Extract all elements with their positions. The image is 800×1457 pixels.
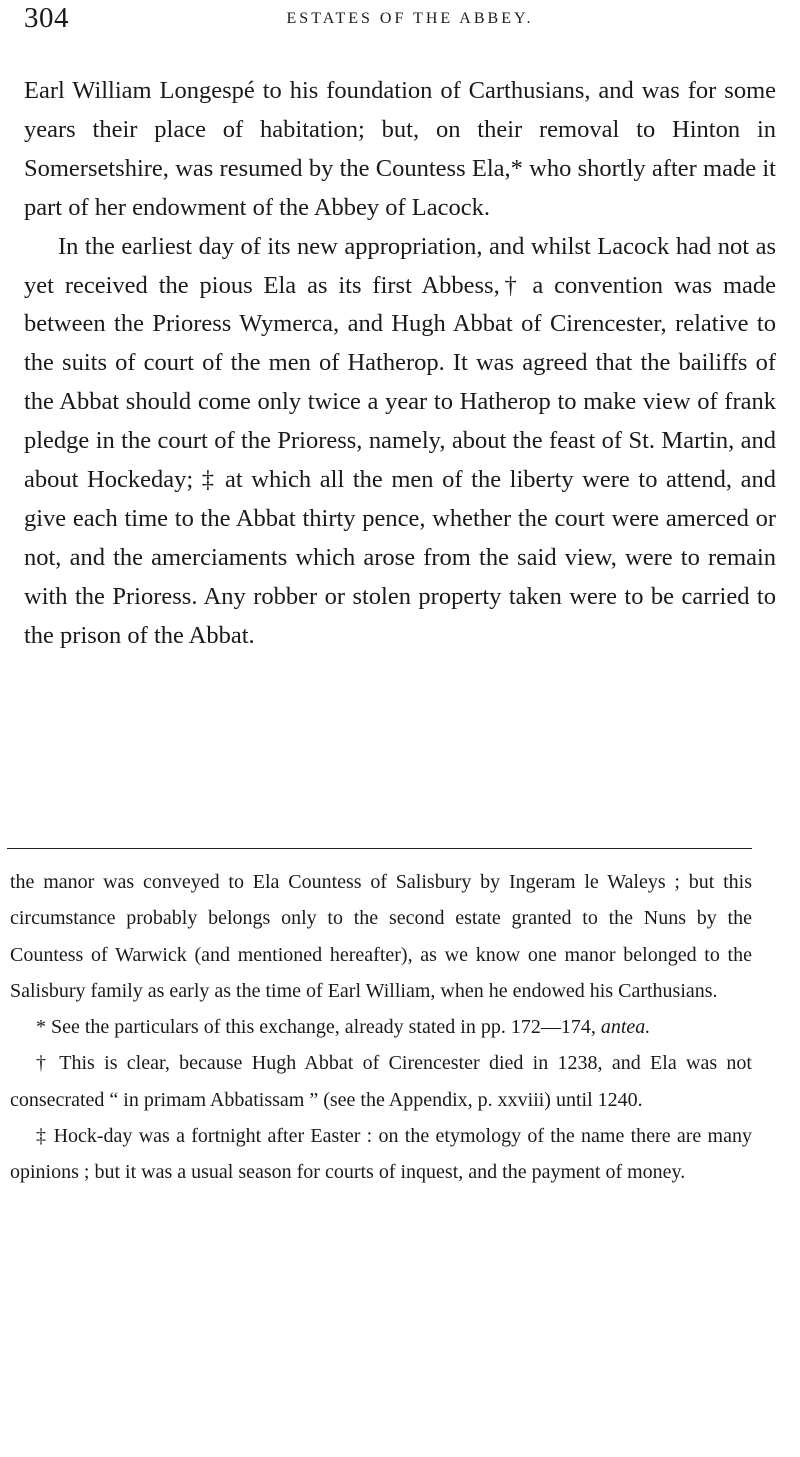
footnote-star-italic: antea. <box>600 1016 651 1039</box>
footnote-double-dagger: ‡ Hock-day was a fortnight after Easter : on the etymology of the name there are many opinions ; but it was a usual season for courts of inquest, and the payment of money. <box>10 1125 752 1184</box>
running-head <box>24 0 776 42</box>
body-text <box>24 72 776 656</box>
body-paragraph-1: Earl William Longespé to his foundation of Carthusians, and was for some years their place of habitation; but, on their removal to Hinton in Somersetshire, was resumed by the Countess Ela,* who shortly after made it part of her endowment of the Abbey of Lacock. <box>24 77 776 221</box>
book-page <box>24 0 776 656</box>
body-paragraph-2: In the earliest day of its new appropriation, and whilst Lacock had not as yet received the pious Ela as its first Abbess,† a convention was made between the Prioress Wymerca, and Hugh Abbat of Cirencester, relative to the suits of court of the men of Hatherop. It was agreed that the bailiffs of the Abbat should come only twice a year to Hatherop to make view of frank pledge in the court of the Prioress, namely, about the feast of St. Martin, and about Hockeday; ‡ at which all the men of the liberty were to attend, and give each time to the Abbat thirty pence, whether the court were amerced or not, and the amerciaments which arose from the said view, were to remain with the Prioress. Any robber or stolen property taken were to be carried to the prison of the Abbat. <box>24 232 776 649</box>
footnote-dagger: † This is clear, because Hugh Abbat of Cirencester died in 1238, and Ela was not consecrated “ in primam Abbatissam ” (see the Appendix, p. xxviii) until 1240. <box>10 1052 752 1111</box>
footnote-star-text: * See the particulars of this exchange, already stated in pp. 172—174, <box>36 1016 596 1039</box>
footnote-rule <box>7 848 752 849</box>
footnotes <box>10 864 752 1191</box>
footnote-continued: the manor was conveyed to Ela Countess of Salisbury by Ingeram le Waleys ; but this circumstance probably belongs only to the second estate granted to the Nuns by the Countess of Warwick (and mentioned hereafter), as we know one manor belonged to the Salisbury family as early as the time of Earl William, when he endowed his Carthusians. <box>10 871 752 1002</box>
running-title: ESTATES OF THE ABBEY. <box>286 10 534 27</box>
page-number: 304 <box>24 2 69 34</box>
footnote-star <box>10 1009 752 1045</box>
